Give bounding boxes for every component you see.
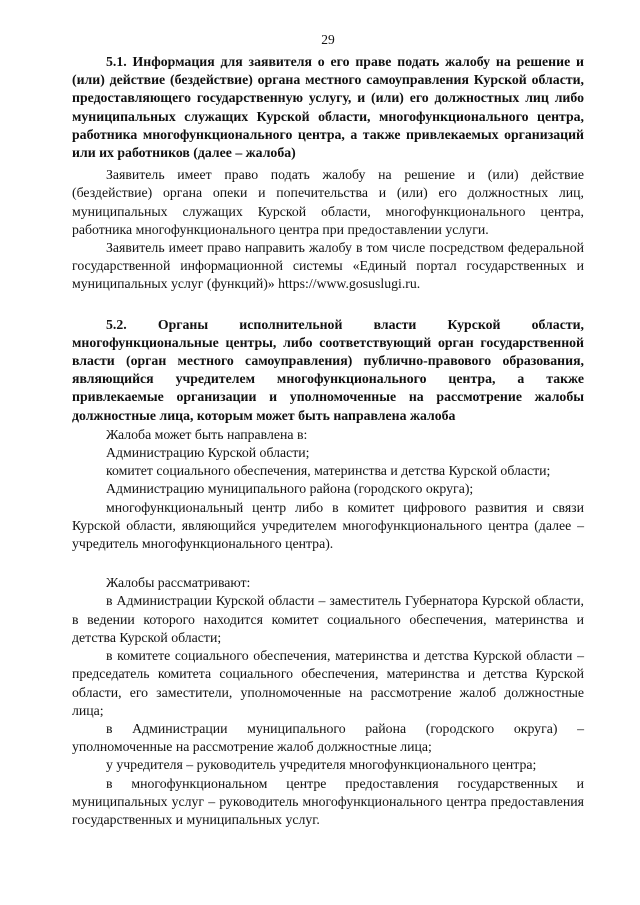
list-item: в Администрации муниципального района (городского округа) – уполномоченные на рассмотрение жалоб должностные лица;: [72, 720, 584, 755]
document-page: [72, 0, 584, 829]
list-item: комитет социального обеспечения, материнства и детства Курской области;: [106, 463, 551, 479]
section-heading: 5.1. Информация для заявителя о его праве подать жалобу на решение и (или) действие (бездействие) органа местного самоуправления Курской области, предоставляющего государственную услугу, и (или) его должностных лиц либо муниципальных служащих Курской области, многофункционального центра, работника многофункционального центра, а также привлекаемых организаций или их работников (далее – жалоба): [72, 54, 584, 161]
list-item: в Администрации Курской области – заместитель Губернатора Курской области, в ведении которого находится комитет социального обеспечения, материнства и детства Курской области;: [72, 593, 584, 645]
list-item: Администрацию муниципального района (городского округа);: [106, 481, 474, 497]
list-item: в многофункциональном центре предоставления государственных и муниципальных услуг – руководитель многофункционального центра предоставления государственных и муниципальных услуг.: [72, 775, 584, 827]
reviewers-intro: Жалобы рассматривают:: [106, 575, 251, 591]
page-number: 29: [321, 32, 335, 47]
list-item: многофункциональный центр либо в комитет цифрового развития и связи Курской области, являющийся учредителем многофункционального центра (далее – учредитель многофункционального центра).: [72, 499, 584, 552]
section-heading: 5.2. Органы исполнительной власти Курской области, многофункциональные центры, либо соответствующий орган государственной власти (орган местного самоуправления) публично-правового образования, являющийся учредителем многофункционального центра, а также привлекаемые организации и уполномоченные на рассмотрение жалобы должностные лица, которым может быть направлена жалоба: [72, 316, 584, 423]
list-item: в комитете социального обеспечения, материнства и детства Курской области – председатель комитета социального обеспечения, материнства и детства Курской области, его заместители, уполномоченные на рассмотрение жалоб должностные лица;: [72, 648, 584, 718]
paragraph: Заявитель имеет право направить жалобу в том числе посредством федеральной государственной информационной системы «Единый портал государственных и муниципальных услуг (функций)» https://www.gosuslugi.ru.: [72, 240, 584, 292]
list-item: Администрацию Курской области;: [106, 445, 310, 461]
recipients-intro: Жалоба может быть направлена в:: [106, 426, 308, 442]
list-item: у учредителя – руководитель учредителя многофункционального центра;: [106, 757, 537, 773]
paragraph: Заявитель имеет право подать жалобу на решение и (или) действие (бездействие) органа опеки и попечительства и (или) его должностных лиц, муниципальных служащих Курской области, многофункционального центра, работника многофункционального центра при предоставлении услуги.: [72, 167, 584, 237]
section-5-1: [72, 53, 584, 294]
section-5-2: [72, 316, 584, 829]
